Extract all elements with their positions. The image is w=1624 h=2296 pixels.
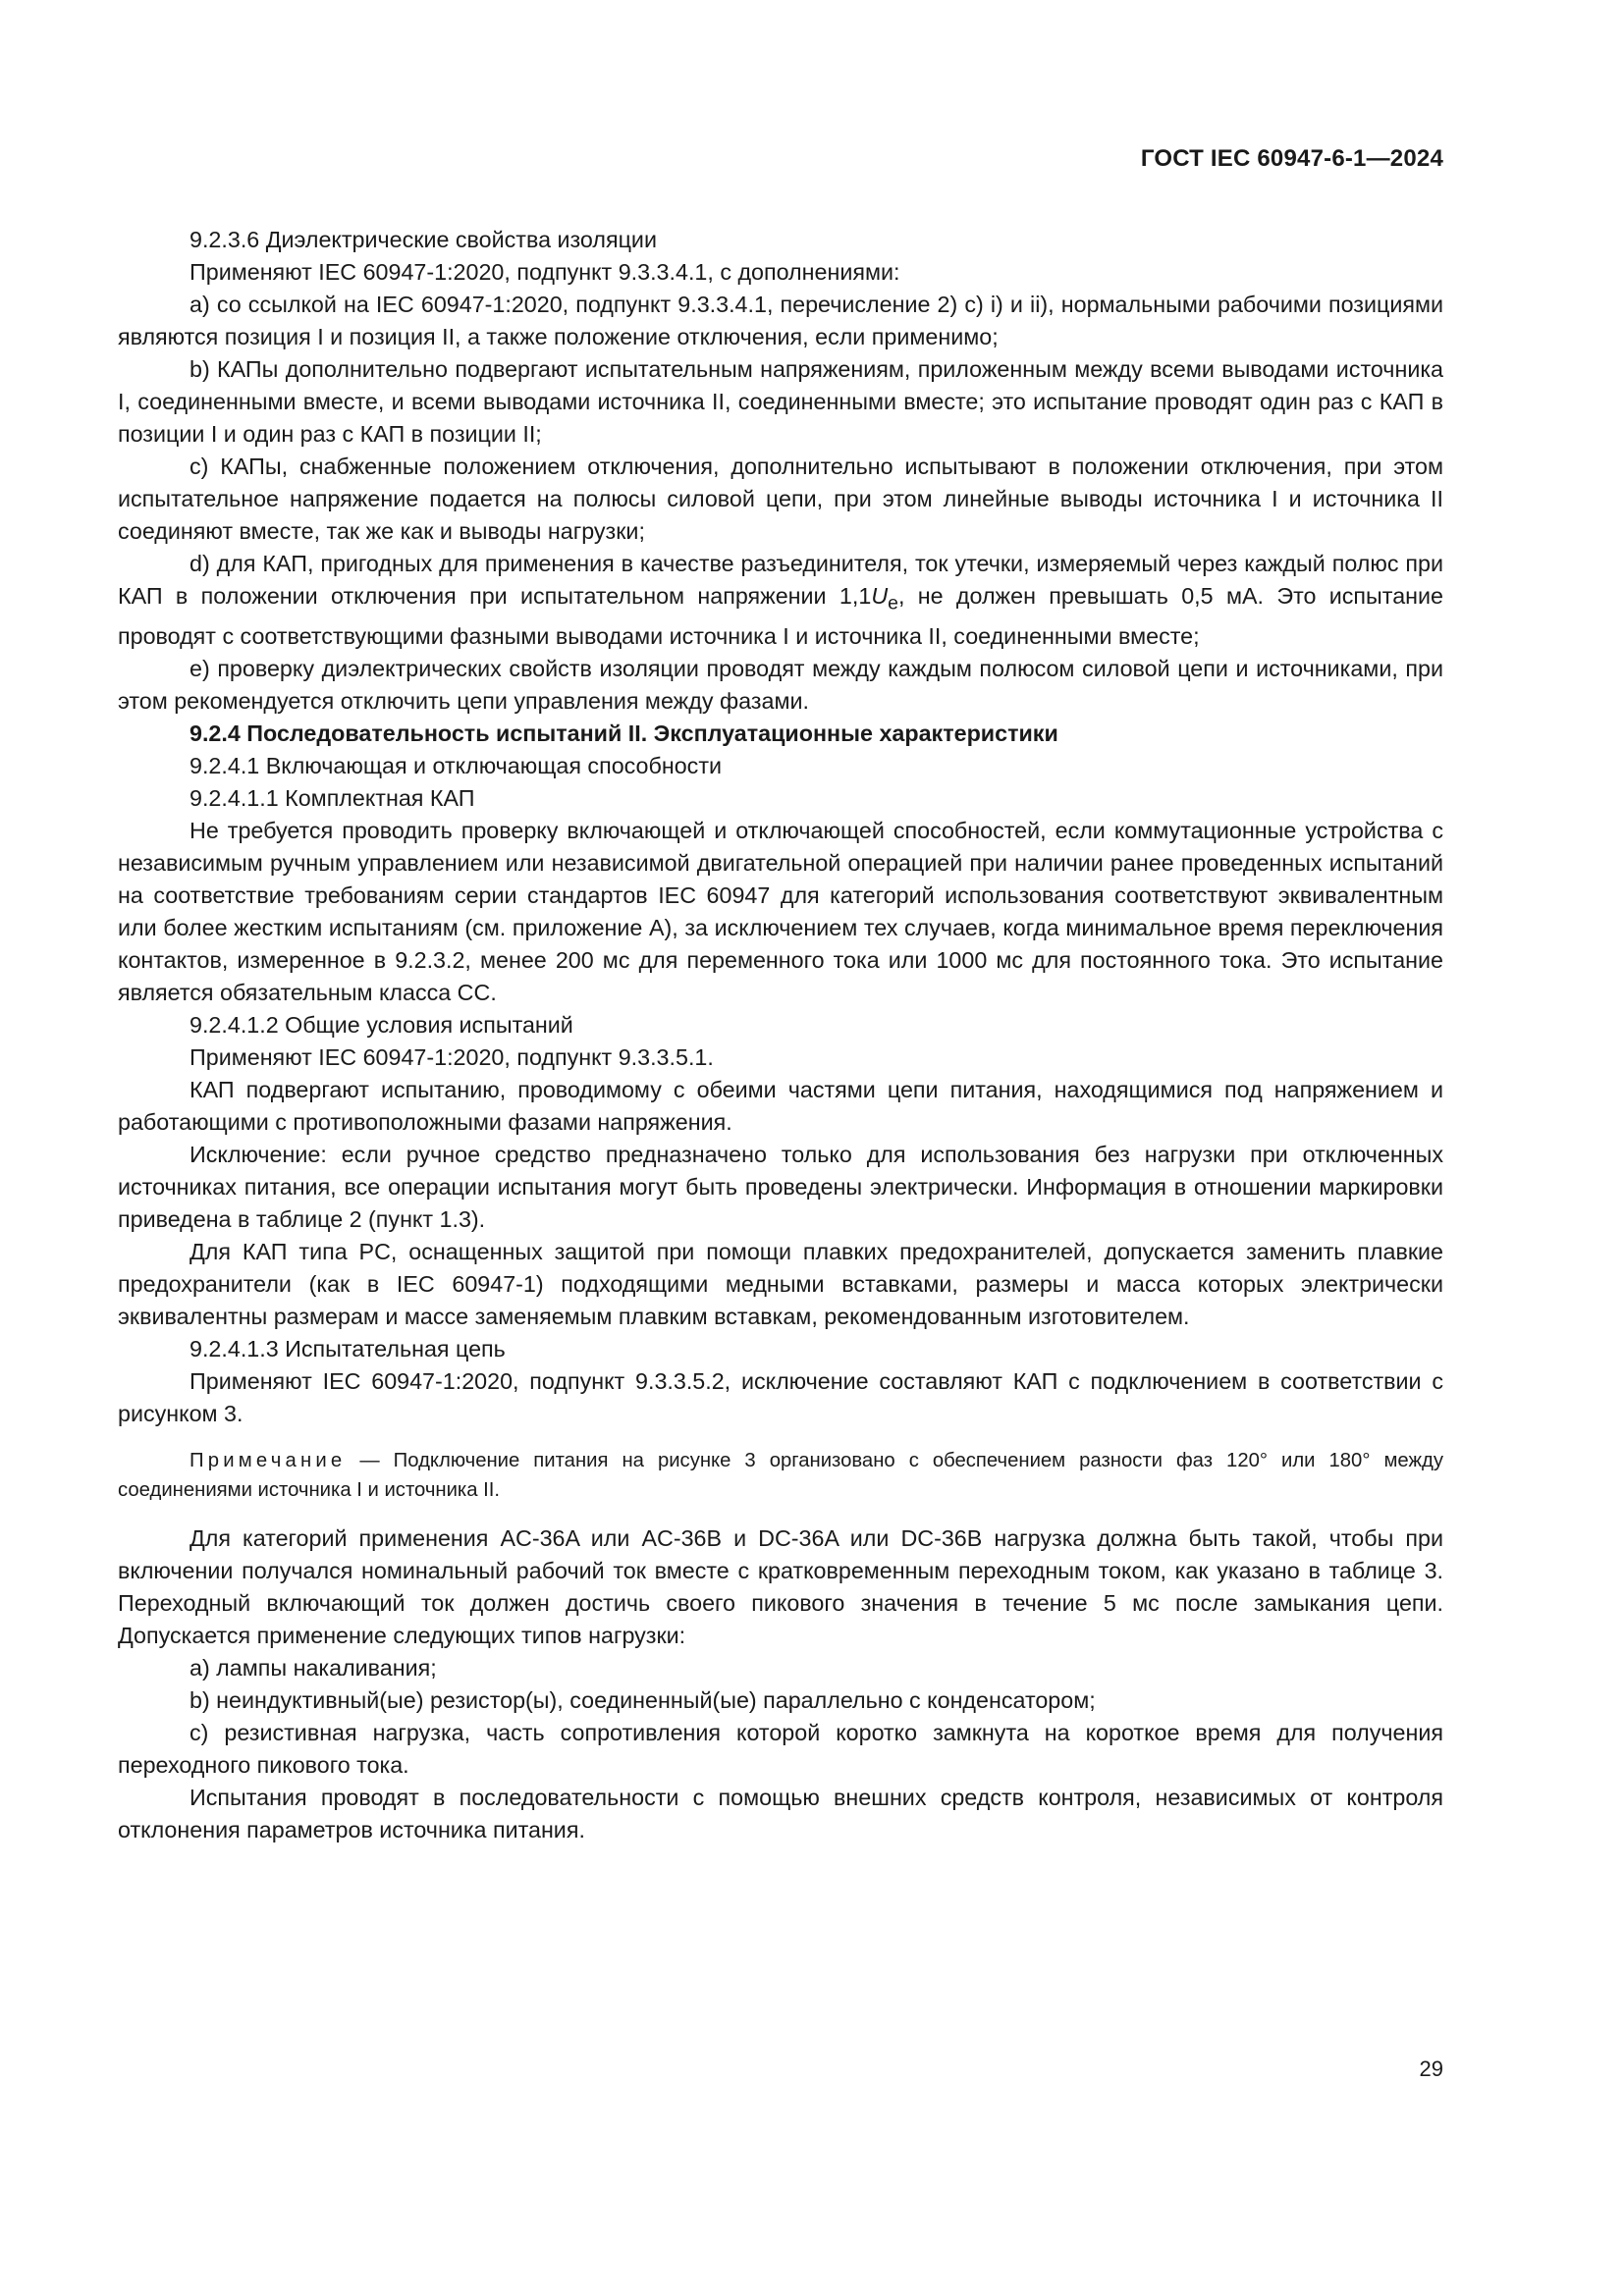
paragraph: КАП подвергают испытанию, проводимому с обеими частями цепи питания, находящимися под напряжением и работающими с противоположными фазами напряжения. [118,1076,1443,1135]
list-item: a) лампы накаливания; [189,1654,437,1681]
note-text: — Подключение питания на рисунке 3 организовано с обеспечением разности фаз 120° или 180° между соединениями источника I и источника II. [118,1449,1443,1501]
subclause-heading: 9.2.4.1 Включающая и отключающая способности [189,752,723,778]
list-item-text: d) для КАП, пригодных для применения в качестве разъединителя, ток утечки, измеряемый через каждый полюс при КАП в положении отключения при испытательном напряжении 1,1 [118,551,1443,609]
subclause-heading: 9.2.4.1.3 Испытательная цепь [189,1335,506,1362]
note [118,1446,1443,1505]
page-number: 29 [1419,2056,1443,2081]
list-item: b) неиндуктивный(ые) резистор(ы), соединенный(ые) параллельно с конденсатором; [189,1686,1096,1713]
document-body [118,224,1443,1846]
list-item: c) КАПы, снабженные положением отключения, дополнительно испытывают в положении отключения, при этом испытательное напряжение подается на полюсы силовой цепи, при этом линейные выводы источника I и источника II соединяют вместе, так же как и выводы нагрузки; [118,454,1443,544]
subclause-heading: 9.2.4.1.1 Комплектная КАП [189,784,475,811]
list-item: a) со ссылкой на IEC 60947-1:2020, подпункт 9.3.3.4.1, перечисление 2) c) i) и ii), нормальными рабочими позициями являются позиция I и позиция II, а также положение отключения, если применимо; [118,292,1443,349]
subclause-heading: 9.2.3.6 Диэлектрические свойства изоляции [189,227,657,252]
list-item [118,548,1443,653]
paragraph: Для КАП типа PC, оснащенных защитой при помощи плавких предохранителей, допускается заменить плавкие предохранители (как в IEC 60947-1) подходящими медными вставками, размеры и масса которых электрически эквивалентны размерам и массе заменяемым плавким вставкам, рекомендованным изготовителем. [118,1238,1443,1329]
paragraph: Применяют IEC 60947-1:2020, подпункт 9.3.3.5.1. [189,1043,714,1070]
list-item: b) КАПы дополнительно подвергают испытательным напряжениям, приложенным между всеми выводами источника I, соединенными вместе, и всеми выводами источника II, соединенными вместе; это испытание проводят один раз с КАП в позиции I и один раз с КАП в позиции II; [118,356,1443,447]
paragraph: Применяют IEC 60947-1:2020, подпункт 9.3.3.4.1, с дополнениями: [189,259,900,285]
document-code-header: ГОСТ IEC 60947-6-1—2024 [1140,145,1443,172]
paragraph: Для категорий применения AC-36A или AC-36B и DC-36A или DC-36B нагрузка должна быть такой, чтобы при включении получался номинальный рабочий ток вместе с кратковременным переходным током, как указано в таблице 3. Переходный включающий ток должен достичь своего пикового значения в течение 5 мс после замыкания цепи. Допускается применение следующих типов нагрузки: [118,1524,1443,1648]
paragraph: Применяют IEC 60947-1:2020, подпункт 9.3.3.5.2, исключение составляют КАП с подключением в соответствии с рисунком 3. [118,1367,1443,1426]
clause-heading: 9.2.4 Последовательность испытаний II. Эксплуатационные характеристики [189,720,1058,746]
paragraph: Не требуется проводить проверку включающей и отключающей способностей, если коммутационные устройства с независимым ручным управлением или независимой двигательной операцией при наличии ранее проведенных испытаний на соответствие требованиям серии стандартов IEC 60947 для категорий использования соответствуют эквивалентным или более жестким испытаниям (см. приложение A), за исключением тех случаев, когда минимальное время переключения контактов, измеренное в 9.2.3.2, менее 200 мс для переменного тока или 1000 мс для постоянного тока. Это испытание является обязательным класса СС. [118,817,1443,1005]
voltage-subscript: e [888,592,898,614]
list-item: c) резистивная нагрузка, часть сопротивления которой коротко замкнута на короткое время для получения переходного пикового тока. [118,1719,1443,1778]
paragraph: Исключение: если ручное средство предназначено только для использования без нагрузки при отключенных источниках питания, все операции испытания могут быть проведены электрически. Информация в отношении маркировки приведена в таблице 2 (пункт 1.3). [118,1141,1443,1232]
subclause-heading: 9.2.4.1.2 Общие условия испытаний [189,1011,573,1038]
list-item-text: , не должен превышать 0,5 мА. Это испытание проводят с соответствующими фазными выводами источника I и источника II, соединенными вместе; [118,583,1443,649]
list-item: e) проверку диэлектрических свойств изоляции проводят между каждым полюсом силовой цепи и источниками, при этом рекомендуется отключить цепи управления между фазами. [118,655,1443,714]
note-label: Примечание [189,1449,347,1471]
voltage-symbol: U [871,583,889,609]
paragraph: Испытания проводят в последовательности с помощью внешних средств контроля, независимых от контроля отклонения параметров источника питания. [118,1784,1443,1842]
